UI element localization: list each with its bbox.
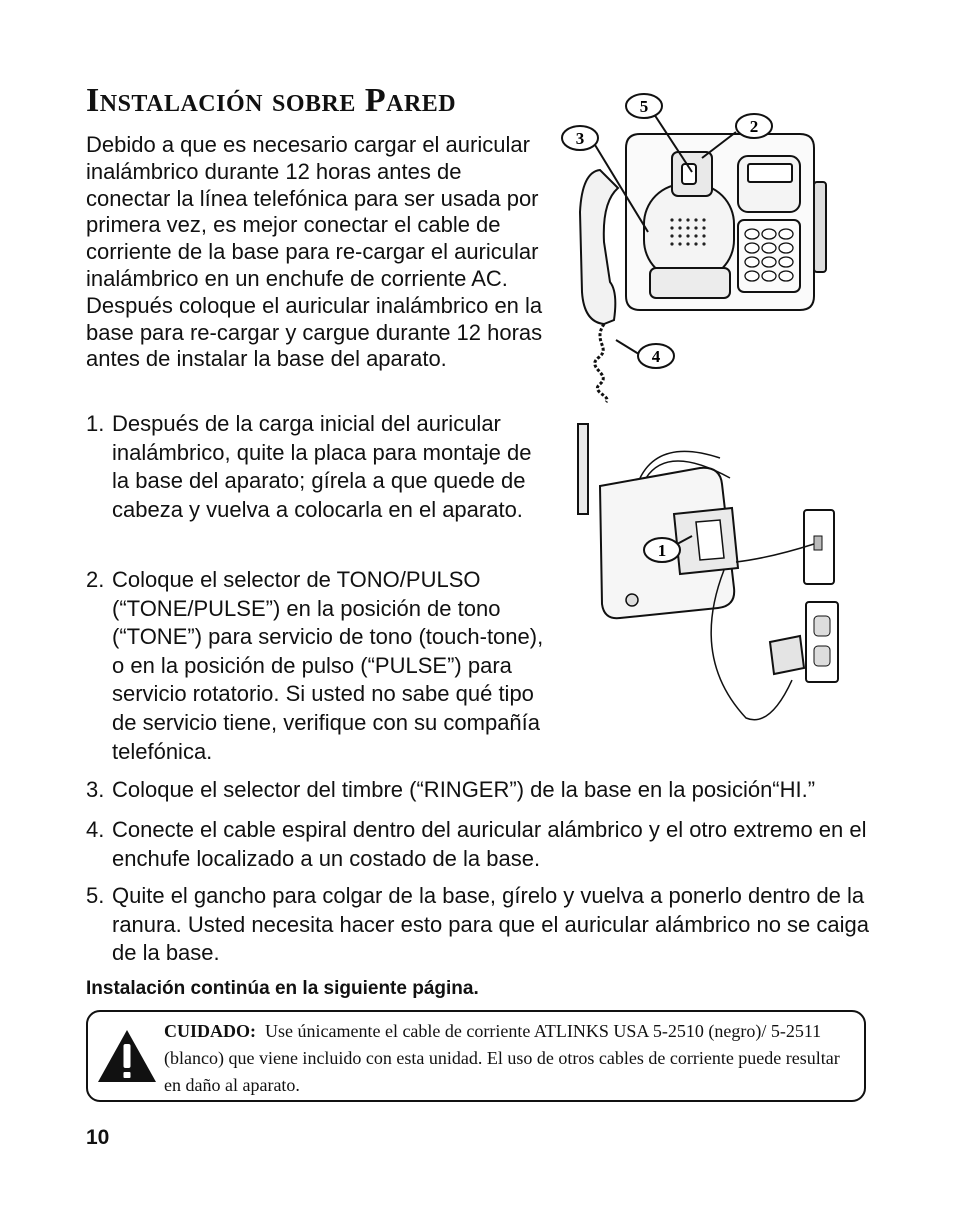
page-number: 10 — [86, 1126, 110, 1149]
intro-paragraph: Debido a que es necesario cargar el auricular inalámbrico durante 12 horas antes de conectar la línea telefónica para ser usada por primera vez, es mejor conectar el cable de corriente de la base para re-cargar el auricular inalámbrico en un enchufe de corriente AC. Después coloque el auricular inalámbrico en la base para re-cargar y cargue durante 12 horas antes de instalar la base del aparato. — [86, 132, 543, 372]
step-text: Quite el gancho para colgar de la base, gírelo y vuelva a ponerlo dentro de la ranura. Usted necesita hacer esto para que el auricular alámbrico no se caiga de la base. — [112, 883, 869, 966]
callout-label: 5 — [639, 97, 649, 116]
step-number: 5. — [86, 883, 105, 908]
step-text: Conecte el cable espiral dentro del auricular alámbrico y el otro extremo en el enchufe localizado a un costado de la base. — [112, 817, 867, 871]
page-title: Instalación sobre Pared — [86, 82, 457, 119]
step-number: 2. — [86, 567, 105, 592]
callout-label: 1 — [657, 541, 667, 560]
caution-box — [86, 1010, 866, 1102]
step-text: Coloque el selector del timbre (“RINGER”) de la base en la posición“HI.” — [112, 777, 816, 802]
step-text: Después de la carga inicial del auricular inalámbrico, quite la placa para montaje de la base del aparato; gírela a que quede de cabeza y vuelva a colocarla en el aparato. — [112, 411, 532, 522]
caution-text — [164, 1018, 854, 1099]
step-item-4 — [86, 816, 886, 873]
callout-label: 2 — [749, 117, 759, 136]
step-number: 1. — [86, 411, 105, 436]
callout-label: 4 — [651, 347, 661, 366]
step-number: 3. — [86, 777, 105, 802]
step-item-3 — [86, 776, 886, 805]
caution-body: Use únicamente el cable de corriente ATLINKS USA 5-2510 (negro)/ 5-2511 (blanco) que viene incluido con esta unidad. El uso de otros cables de corriente puede resultar en daño al aparato. — [164, 1021, 840, 1095]
step-item-2 — [86, 566, 546, 766]
continue-note: Instalación continúa en la siguiente página. — [86, 978, 479, 999]
caution-label: CUIDADO: — [164, 1021, 256, 1041]
warning-triangle-icon — [96, 1028, 158, 1084]
step-number: 4. — [86, 817, 105, 842]
step-text: Coloque el selector de TONO/PULSO (“TONE/PULSE”) en la posición de tono (“TONE”) para servicio de tono (touch-tone), o en la posición de pulso (“PULSE”) para servicio rotatorio. Si usted no sabe qué tipo de servicio tiene, verifique con su compañía telefónica. — [112, 567, 544, 764]
step-item-5 — [86, 882, 886, 968]
phone-base-illustration — [552, 92, 832, 412]
step-item-1 — [86, 410, 546, 524]
wall-mount-illustration — [570, 418, 870, 738]
callout-label: 3 — [575, 129, 585, 148]
